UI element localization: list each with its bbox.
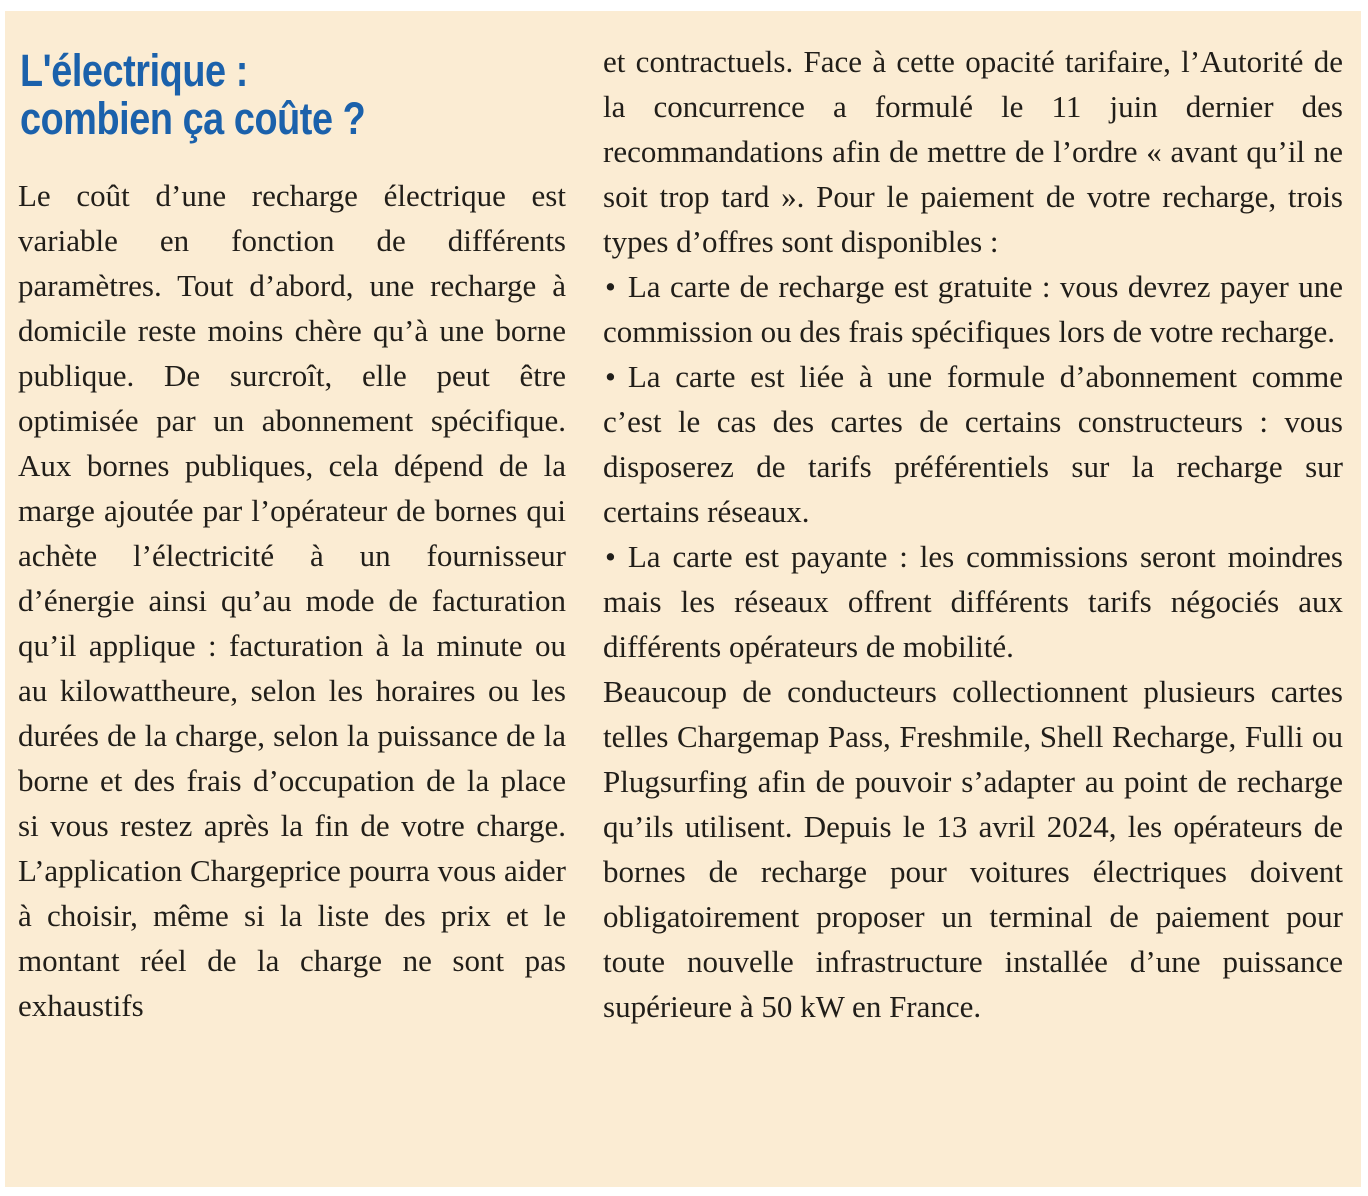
left-column-paragraph: Le coût d’une recharge électrique est variable en fonction de différents paramètres. Tout d’abord, une recharge à domicile reste moins chère qu’à une borne publique. De surcroît, elle peut être optimisée par un abonnement spécifique. Aux bornes publiques, cela dépend de la marge ajoutée par l’opérateur de bornes qui achète l’électricité à un fournisseur d’énergie ainsi qu’au mode de facturation qu’il applique : facturation à la minute ou au kilowattheure, selon les horaires ou les durées de la charge, selon la puissance de la borne et des frais d’occupation de la place si vous restez après la fin de votre charge. L’application Chargeprice pourra vous aider à choisir, même si la liste des prix et le montant réel de la charge ne sont pas exhaustifs bbox=[18, 178, 566, 1023]
bullet-item bbox=[603, 534, 1343, 669]
intro-paragraph: et contractuels. Face à cette opacité tarifaire, l’Autorité de la concurrence a formulé le 11 juin dernier des recommandations afin de mettre de l’ordre « avant qu’il ne soit trop tard ». Pour le paiement de votre recharge, trois types d’offres sont disponibles : bbox=[603, 44, 1343, 259]
bullet-item bbox=[603, 264, 1343, 354]
outro-paragraph: Beaucoup de conducteurs collectionnent plusieurs cartes telles Chargemap Pass, Freshmile, Shell Recharge, Fulli ou Plugsurfing afin de pouvoir s’adapter au point de recharge qu’ils utilisent. Depuis le 13 avril 2024, les opérateurs de bornes de recharge pour voitures électriques doivent obligatoirement proposer un terminal de paiement pour toute nouvelle infrastructure installée d’une puissance supérieure à 50 kW en France. bbox=[603, 674, 1343, 1024]
title-line-2: combien ça coûte ? bbox=[20, 93, 366, 144]
bullet-text: La carte est payante : les commissions seront moindres mais les réseaux offrent différents tarifs négociés aux différents opérateurs de mobilité. bbox=[603, 539, 1343, 664]
bullet-text: La carte de recharge est gratuite : vous devrez payer une commission ou des frais spécifiques lors de votre recharge. bbox=[603, 269, 1343, 349]
left-column bbox=[18, 39, 566, 1167]
right-column bbox=[603, 39, 1343, 1167]
bullet-item bbox=[603, 354, 1343, 534]
article-panel bbox=[5, 11, 1361, 1187]
bullet-icon: • bbox=[605, 539, 616, 574]
bullet-icon: • bbox=[605, 359, 616, 394]
article-title bbox=[20, 47, 479, 143]
title-line-1: L'électrique : bbox=[20, 45, 248, 96]
bullet-icon: • bbox=[605, 269, 616, 304]
bullet-text: La carte est liée à une formule d’abonnement comme c’est le cas des cartes de certains constructeurs : vous disposerez de tarifs préférentiels sur la recharge sur certains réseaux. bbox=[603, 359, 1343, 529]
